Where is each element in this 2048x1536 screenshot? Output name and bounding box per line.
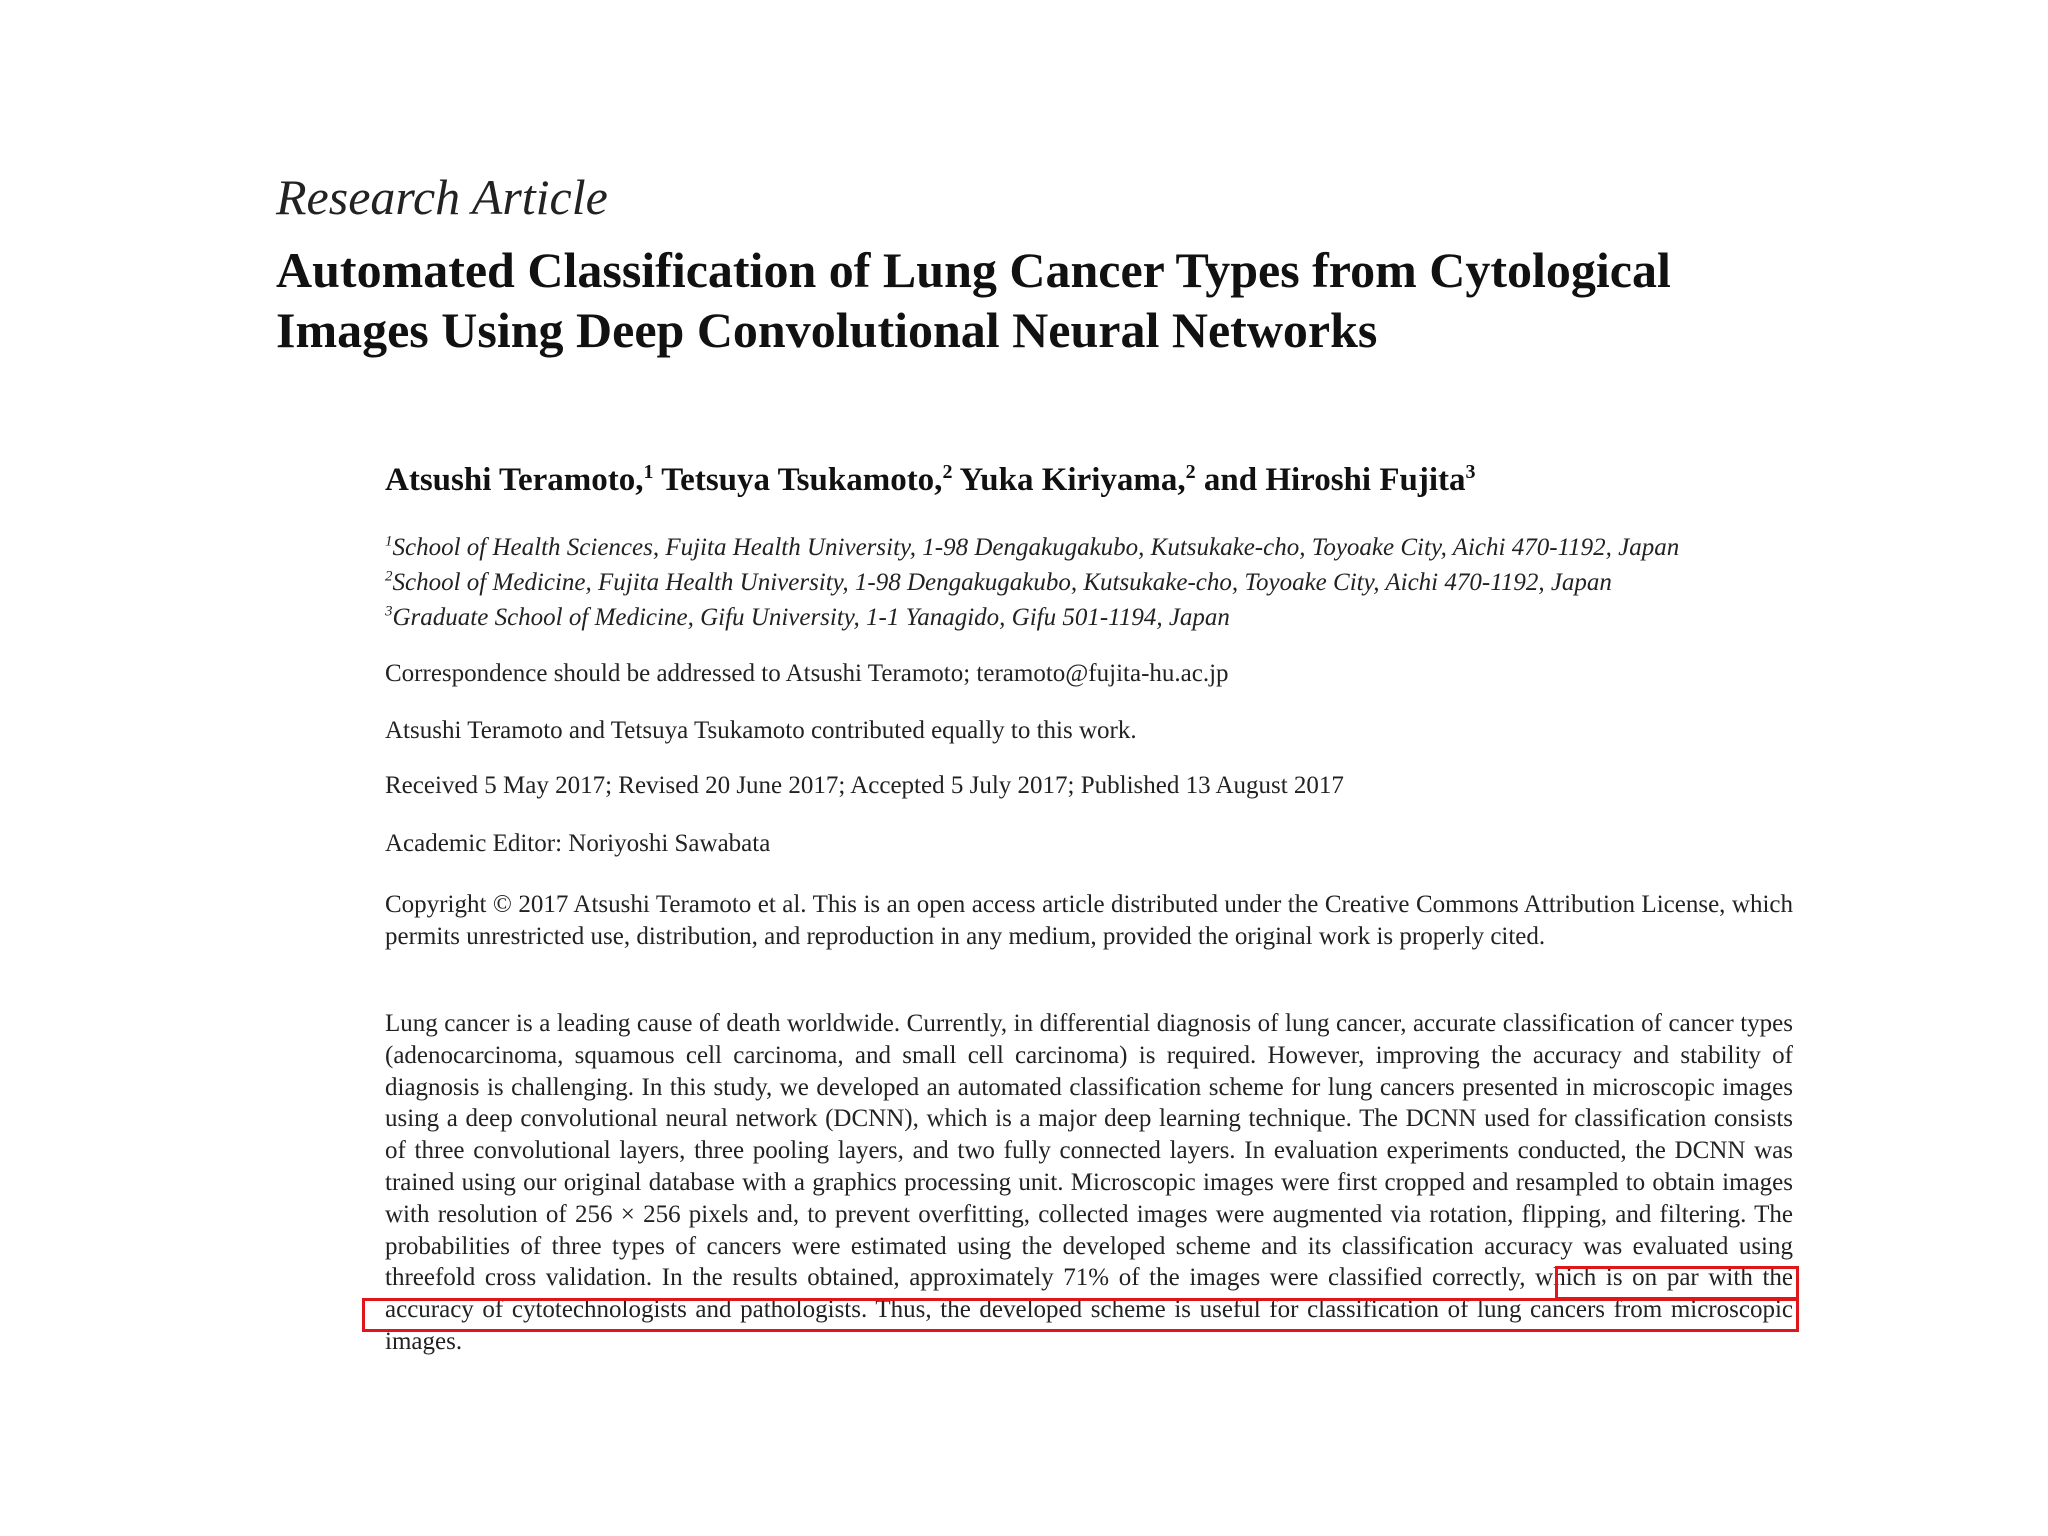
affiliation-line xyxy=(385,600,1679,635)
affiliation-mark: 1 xyxy=(385,533,393,550)
author-name: Yuka Kiriyama, xyxy=(959,462,1186,498)
affiliation-text: Graduate School of Medicine, Gifu University, 1-1 Yanagido, Gifu 501-1194, Japan xyxy=(392,604,1230,631)
abstract-text: Lung cancer is a leading cause of death worldwide. Currently, in differential diagnosis of lung cancer, accurate classification of cancer types (adenocarcinoma, squamous cell carcinoma, and small cell carcinoma) is required. However, improving the accuracy and stability of diagnosis is challenging. In this study, we developed an automated classification scheme for lung cancers presented in microscopic images using a deep convolutional neural network (DCNN), which is a major deep learning technique. The DCNN used for classification consists of three convolutional layers, three pooling layers, and two fully connected layers. In evaluation experiments conducted, the DCNN was trained using our original database with a graphics processing unit. Microscopic images were first cropped and resampled to obtain images with resolution of 256 × 256 pixels and, to prevent overfitting, collected images were augmented via rotation, flipping, and filtering. The probabilities of three types of cancers were estimated using the developed scheme and its classification accuracy was evaluated using threefold cross validation. In the results obtained, approximately 71% of the images were classified correctly, which is on par with the accuracy of cytotechnologists and pathologists. Thus, the developed scheme is useful for classification of lung cancers from microscopic images. xyxy=(385,1010,1793,1355)
article-type-label: Research Article xyxy=(276,169,608,225)
copyright-notice xyxy=(385,889,1793,952)
affiliation-mark: 2 xyxy=(385,568,393,585)
author-name: Atsushi Teramoto, xyxy=(385,462,644,498)
affiliation-text: School of Health Sciences, Fujita Health University, 1-98 Dengakugakubo, Kutsukake-cho, Toyoake City, Aichi 470-1192, Japan xyxy=(392,534,1680,561)
publication-dates: Received 5 May 2017; Revised 20 June 2017; Accepted 5 July 2017; Published 13 August 2017 xyxy=(385,772,1344,799)
affiliation-line xyxy=(385,530,1679,565)
academic-editor: Academic Editor: Noriyoshi Sawabata xyxy=(385,830,771,857)
author-affiliation-mark: 2 xyxy=(1185,461,1196,483)
equal-contribution-note: Atsushi Teramoto and Tetsuya Tsukamoto contributed equally to this work. xyxy=(385,717,1137,744)
author-name: and Hiroshi Fujita xyxy=(1203,462,1466,498)
author-affiliation-mark: 1 xyxy=(643,461,654,483)
affiliation-mark: 3 xyxy=(385,603,393,620)
copyright-text: Copyright © 2017 Atsushi Teramoto et al. This is an open access article distributed under the Creative Commons Attribution License, which permits unrestricted use, distribution, and reproduction in any medium, provided the original work is properly cited. xyxy=(385,891,1793,950)
affiliation-text: School of Medicine, Fujita Health University, 1-98 Dengakugakubo, Kutsukake-cho, Toyoake City, Aichi 470-1192, Japan xyxy=(392,569,1612,596)
paper-title: Automated Classification of Lung Cancer Types from Cytological Images Using Deep Convolutional Neural Networks xyxy=(276,242,1671,358)
correspondence-line: Correspondence should be addressed to Atsushi Teramoto; teramoto@fujita-hu.ac.jp xyxy=(385,660,1229,687)
author-affiliation-mark: 3 xyxy=(1465,461,1476,483)
affiliation-line xyxy=(385,565,1679,600)
affiliation-list xyxy=(385,530,1679,635)
author-list xyxy=(385,462,1476,499)
author-affiliation-mark: 2 xyxy=(942,461,953,483)
abstract xyxy=(385,1008,1793,1358)
author-name: Tetsuya Tsukamoto, xyxy=(661,462,943,498)
